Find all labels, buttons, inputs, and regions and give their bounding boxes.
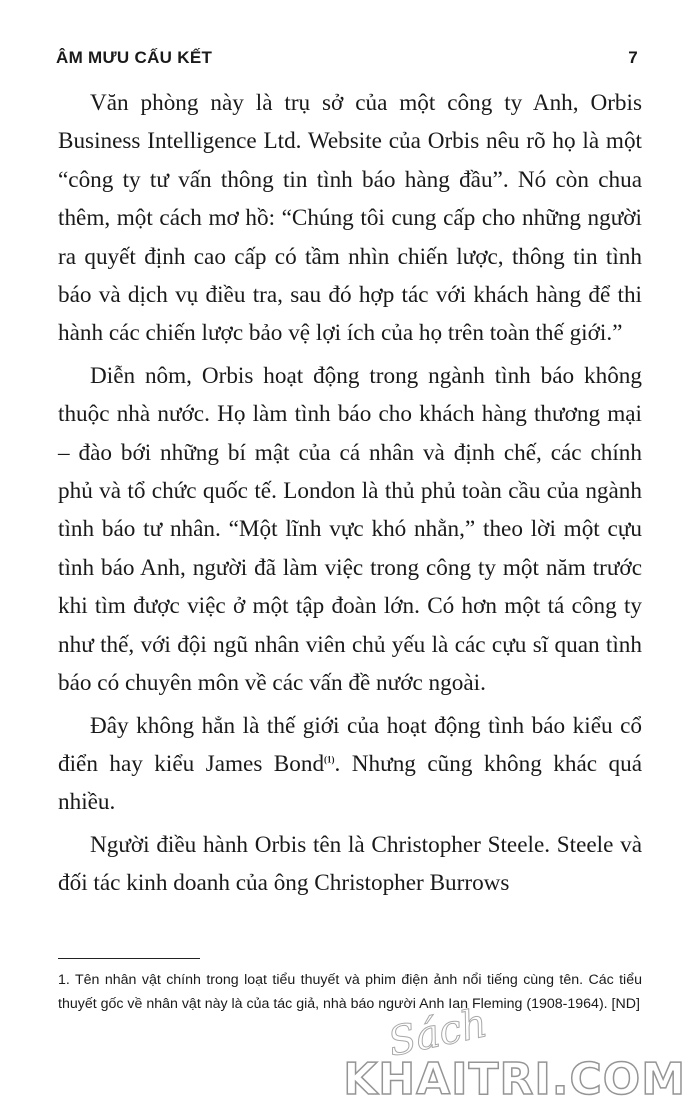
paragraph: Người điều hành Orbis tên là Christopher Steele. Steele và đối tác kinh doanh của ông Christopher Burrows — [58, 831, 642, 897]
body-text — [58, 84, 642, 907]
paragraph: Diễn nôm, Orbis hoạt động trong ngành tình báo không thuộc nhà nước. Họ làm tình báo cho khách hàng thương mại – đào bới những bí mật của cá nhân và định chế, các chính phủ và tổ chức quốc tế. London là thủ phủ toàn cầu của ngành tình báo tư nhân. “Một lĩnh vực khó nhằn,” theo lời một cựu tình báo Anh, người đã làm việc trong công ty một năm trước khi tìm được việc ở một tập đoàn lớn. Có hơn một tá công ty như thế, với đội ngũ nhân viên chủ yếu là các cựu sĩ quan tình báo có chuyên môn về các vấn đề nước ngoài. — [58, 362, 642, 697]
watermark-script-logo: Sách — [384, 1000, 492, 1066]
paragraph-text: . Nhưng cũng không khác quá nhiều. — [58, 750, 642, 816]
footnote-divider — [58, 958, 200, 959]
page-header — [56, 48, 638, 68]
footnote: 1. Tên nhân vật chính trong loạt tiểu thuyết và phim điện ảnh nổi tiếng cùng tên. Các tiểu thuyết gốc về nhân vật này là của tác giả, nhà báo người Anh Ian Fleming (1908-1964). [ND] — [58, 972, 642, 1012]
paragraph-with-footnote — [58, 707, 642, 822]
running-title: ÂM MƯU CẤU KẾT — [56, 48, 213, 67]
paragraph: Văn phòng này là trụ sở của một công ty Anh, Orbis Business Intelligence Ltd. Website của Orbis nêu rõ họ là một “công ty tư vấn thông tin tình báo hàng đầu”. Nó còn chua thêm, một cách mơ hồ: “Chúng tôi cung cấp cho những người ra quyết định cao cấp có tầm nhìn chiến lược, thông tin tình báo và dịch vụ điều tra, sau đó hợp tác với khách hàng để thi hành các chiến lược bảo vệ lợi ích của họ trên toàn thế giới.” — [58, 90, 642, 347]
footnote-reference[interactable]: (1) — [324, 754, 335, 765]
page-number: 7 — [628, 48, 638, 67]
watermark-brand-logo: KHAITRI.COM — [343, 1054, 686, 1105]
paragraph-text: Đây không hẳn là thế giới của hoạt động tình báo kiểu cổ điển hay kiểu James Bond — [58, 712, 642, 777]
